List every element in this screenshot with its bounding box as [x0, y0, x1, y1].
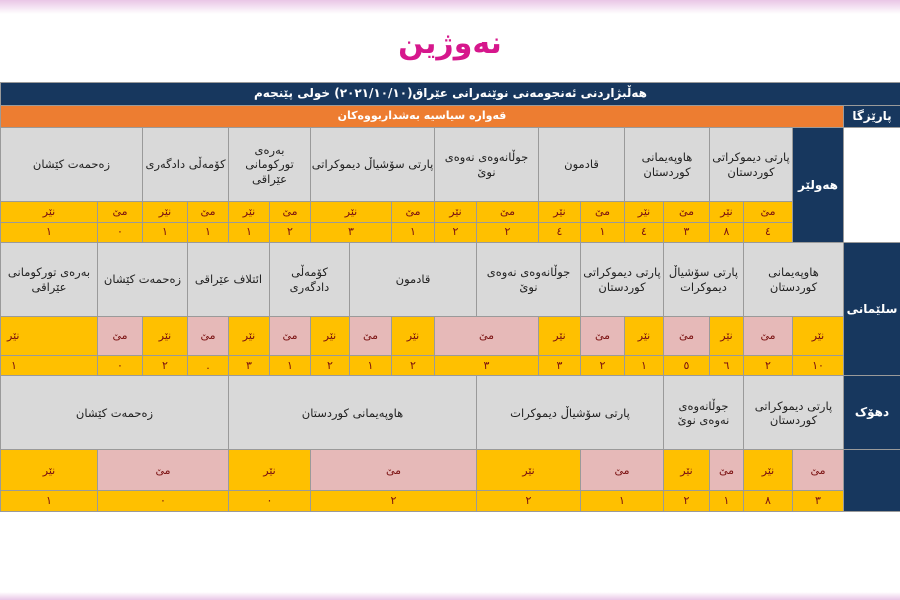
female-count: ٢: [744, 355, 793, 376]
female-label: مێ: [311, 450, 477, 491]
female-label: مێ: [188, 202, 229, 223]
male-label: نێر: [710, 316, 744, 355]
province-spacer: [844, 450, 900, 512]
party-name: کۆمەڵی دادگەری: [270, 243, 350, 317]
party-name: بەرەی تورکومانی عێراقی: [229, 128, 311, 202]
female-label: مێ: [98, 316, 143, 355]
male-label: نێر: [435, 202, 477, 223]
duhok-gender-row: [1, 450, 900, 491]
female-count: ١: [392, 222, 435, 243]
party-name: پارتی دیموکراتی کوردستان: [581, 243, 664, 317]
sulaymaniyah-party-row: [1, 243, 900, 317]
male-count: ٢: [477, 491, 581, 512]
duhok-count-row: [1, 491, 900, 512]
party-name: قادمون: [350, 243, 477, 317]
male-label: نێر: [392, 316, 435, 355]
party-name: زەحمەت کێشان: [1, 128, 143, 202]
female-count: ٠: [98, 491, 229, 512]
erbil-party-row: [1, 128, 900, 202]
female-count: ٢: [477, 222, 539, 243]
female-label: مێ: [188, 316, 229, 355]
party-name: بەرەی تورکومانی عێراقی: [1, 243, 98, 317]
party-name: پارتی دیموکراتی کوردستان: [744, 376, 844, 450]
male-label: نێر: [229, 202, 270, 223]
party-name: کۆمەڵی دادگەری: [143, 128, 229, 202]
table-title: هەڵبژاردنی ئەنجومەنی نوێنەرانی عێراق(٢٠٢١/١٠/١٠) خولی پێنجەم: [1, 83, 900, 106]
male-label: نێر: [477, 450, 581, 491]
female-label: مێ: [98, 450, 229, 491]
female-count: ٣: [435, 355, 539, 376]
female-count: ١: [350, 355, 392, 376]
male-count: ٢: [392, 355, 435, 376]
male-label: نێر: [311, 202, 392, 223]
female-label: مێ: [744, 316, 793, 355]
female-count: ٤: [744, 222, 793, 243]
female-count: ١: [581, 222, 625, 243]
province-name-erbil: هەولێر: [793, 128, 844, 243]
party-name: جوڵانەوەی نەوەی نوێ: [477, 243, 581, 317]
female-label: مێ: [710, 450, 744, 491]
male-count: ٨: [710, 222, 744, 243]
province-name-duhok: دهۆک: [844, 376, 900, 450]
male-label: نێر: [664, 450, 710, 491]
female-label: مێ: [477, 202, 539, 223]
bottom-gradient-line: [0, 592, 900, 600]
female-label: مێ: [744, 202, 793, 223]
party-name: پارتی سۆشیاڵ دیموکرات: [477, 376, 664, 450]
male-count: ١٠: [793, 355, 844, 376]
male-count: ١: [229, 222, 270, 243]
female-count: ١: [710, 491, 744, 512]
male-label: نێر: [710, 202, 744, 223]
female-label: مێ: [392, 202, 435, 223]
male-label: نێر: [793, 316, 844, 355]
male-label: نێر: [229, 450, 311, 491]
female-count: ٣: [793, 491, 844, 512]
male-label: نێر: [1, 202, 98, 223]
female-count: ١: [188, 222, 229, 243]
party-name: ائتلاف عێراقی: [188, 243, 270, 317]
female-label: مێ: [435, 316, 539, 355]
female-count: ٠: [98, 222, 143, 243]
party-name: پارتی دیموکراتی کوردستان: [710, 128, 793, 202]
male-count: ٣: [539, 355, 581, 376]
male-label: نێر: [311, 316, 350, 355]
duhok-party-row: [1, 376, 900, 450]
erbil-count-row: [1, 222, 900, 243]
male-count: ١: [1, 491, 98, 512]
table-subtitle: قەوارە سیاسیە بەشداربووەکان: [1, 105, 844, 128]
party-name: هاوپەیمانی کوردستان: [229, 376, 477, 450]
female-label: مێ: [664, 316, 710, 355]
female-count: ١: [581, 491, 664, 512]
brand-logo: [0, 26, 900, 61]
male-count: ٤: [625, 222, 664, 243]
party-name: جوڵانەوەی نەوەی نوێ: [435, 128, 539, 202]
party-name: زەحمەت کێشان: [98, 243, 188, 317]
male-count: ٢: [143, 355, 188, 376]
male-count: ٨: [744, 491, 793, 512]
male-label: نێر: [539, 316, 581, 355]
female-count: ٢: [311, 491, 477, 512]
female-count: ١: [270, 355, 311, 376]
male-label: نێر: [1, 316, 98, 355]
male-label: نێر: [229, 316, 270, 355]
top-gradient-line: [0, 0, 900, 14]
election-results-table: [0, 82, 900, 512]
party-name: هاوپەیمانی کوردستان: [744, 243, 844, 317]
female-label: مێ: [270, 316, 311, 355]
male-count: ١: [625, 355, 664, 376]
logo-text: نەوژین: [398, 26, 502, 61]
female-label: مێ: [270, 202, 311, 223]
male-count: ٢: [664, 491, 710, 512]
province-header: پارێزگا: [844, 105, 900, 128]
erbil-gender-row: [1, 202, 900, 223]
sulaymaniyah-gender-row: [1, 316, 900, 355]
male-label: نێر: [539, 202, 581, 223]
female-count: .: [188, 355, 229, 376]
male-count: ٣: [229, 355, 270, 376]
female-label: مێ: [98, 202, 143, 223]
party-name: جوڵانەوەی نەوەی نوێ: [664, 376, 744, 450]
female-label: مێ: [793, 450, 844, 491]
male-count: ١: [1, 222, 98, 243]
male-count: ٦: [710, 355, 744, 376]
female-count: ٢: [581, 355, 625, 376]
male-label: نێر: [744, 450, 793, 491]
male-count: ٢: [435, 222, 477, 243]
sulaymaniyah-count-row: [1, 355, 900, 376]
male-count: ٤: [539, 222, 581, 243]
male-label: نێر: [143, 316, 188, 355]
male-count: ٢: [311, 355, 350, 376]
female-count: ٣: [664, 222, 710, 243]
party-name: هاوپەیمانی کوردستان: [625, 128, 710, 202]
female-count: ٥: [664, 355, 710, 376]
female-label: مێ: [581, 450, 664, 491]
party-name: پارتی سۆشیاڵ دیموکراتی: [311, 128, 435, 202]
party-name: زەحمەت کێشان: [1, 376, 229, 450]
female-count: ٠: [98, 355, 143, 376]
male-label: نێر: [625, 202, 664, 223]
female-label: مێ: [581, 202, 625, 223]
male-count: ٠: [229, 491, 311, 512]
male-label: نێر: [625, 316, 664, 355]
party-name: قادمون: [539, 128, 625, 202]
male-label: نێر: [143, 202, 188, 223]
male-count: ١: [1, 355, 98, 376]
female-label: مێ: [581, 316, 625, 355]
party-name: پارتی سۆشیاڵ دیموکرات: [664, 243, 744, 317]
male-count: ٣: [311, 222, 392, 243]
female-count: ٢: [270, 222, 311, 243]
province-name-sulaymaniyah: سلێمانی: [844, 243, 900, 376]
male-label: نێر: [1, 450, 98, 491]
female-label: مێ: [664, 202, 710, 223]
male-count: ١: [143, 222, 188, 243]
female-label: مێ: [350, 316, 392, 355]
